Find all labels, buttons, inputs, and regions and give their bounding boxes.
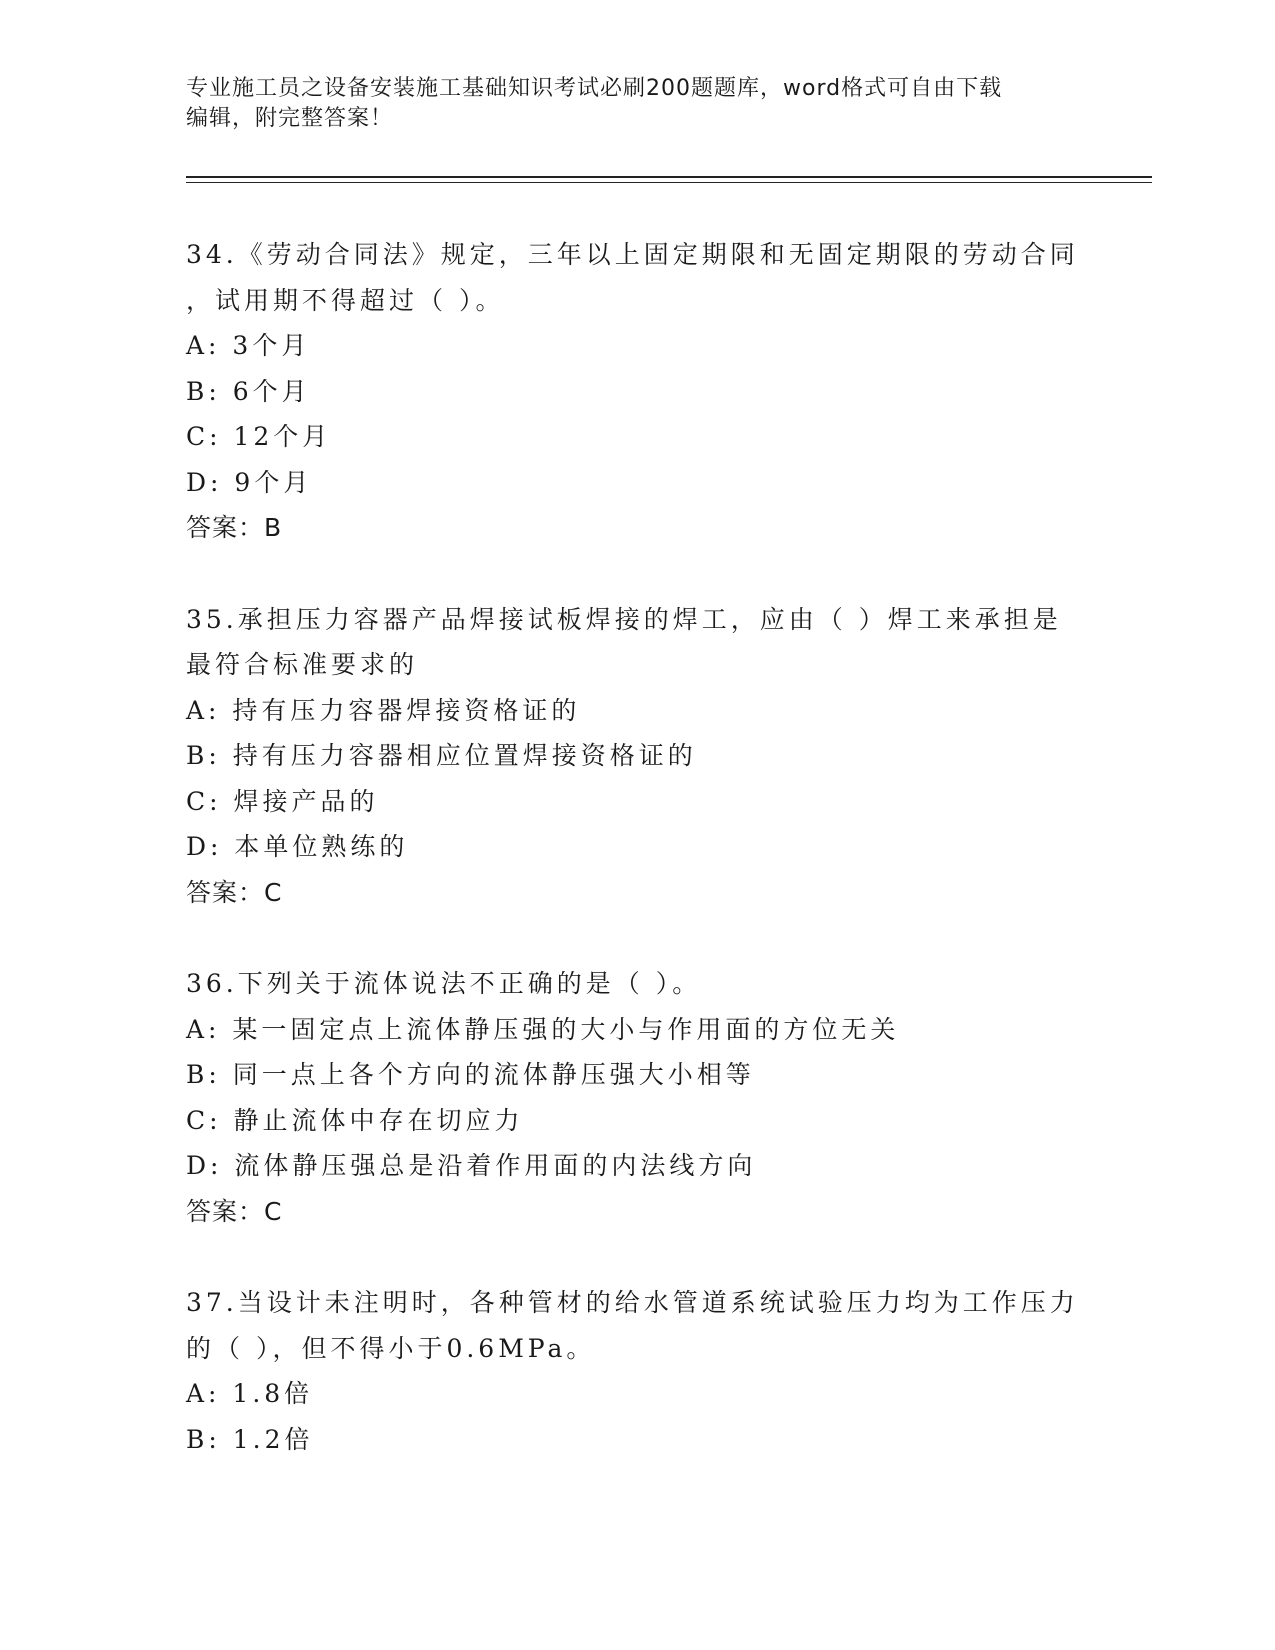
header-line-1: 专业施工员之设备安装施工基础知识考试必刷200题题库，word格式可自由下载	[186, 76, 1003, 101]
option-a: A: 3个月	[186, 331, 311, 360]
question-37	[186, 1280, 1086, 1462]
question-34	[186, 232, 1086, 551]
option-c: C: 焊接产品的	[186, 786, 379, 816]
option-d: D: 本单位熟练的	[186, 832, 409, 861]
question-list	[186, 232, 1086, 1462]
question-stem-continued: ，试用期不得超过（ ）。	[186, 285, 505, 315]
answer-line: 答案：C	[186, 877, 283, 907]
option-a: A: 某一固定点上流体静压强的大小与作用面的方位无关	[186, 1014, 900, 1044]
document-header	[186, 74, 1086, 134]
spacer	[186, 1234, 1086, 1280]
option-a: A: 1.8倍	[186, 1379, 314, 1408]
header-divider-thin	[186, 182, 1152, 183]
option-b: B: 持有压力容器相应位置焊接资格证的	[186, 741, 697, 770]
answer-line: 答案：B	[186, 513, 283, 542]
option-b: B: 6个月	[186, 376, 311, 406]
option-b: B: 同一点上各个方向的流体静压强大小相等	[186, 1060, 755, 1089]
question-36	[186, 961, 1086, 1234]
question-stem: 37.当设计未注明时，各种管材的给水管道系统试验压力均为工作压力	[186, 1288, 1079, 1317]
header-divider-thick	[186, 176, 1152, 178]
spacer	[186, 551, 1086, 597]
question-35	[186, 597, 1086, 916]
option-c: C: 静止流体中存在切应力	[186, 1105, 524, 1135]
option-d: D: 流体静压强总是沿着作用面的内法线方向	[186, 1151, 757, 1180]
question-stem: 35.承担压力容器产品焊接试板焊接的焊工，应由（ ）焊工来承担是	[186, 604, 1062, 634]
question-stem-continued: 最符合标准要求的	[186, 650, 419, 679]
answer-line: 答案：C	[186, 1196, 283, 1226]
option-d: D: 9个月	[186, 467, 313, 497]
option-c: C: 12个月	[186, 422, 332, 451]
spacer	[186, 915, 1086, 961]
question-stem-continued: 的（ ），但不得小于0.6MPa。	[186, 1333, 596, 1363]
option-a: A: 持有压力容器焊接资格证的	[186, 695, 581, 725]
question-stem: 34.《劳动合同法》规定，三年以上固定期限和无固定期限的劳动合同	[186, 240, 1079, 269]
question-stem: 36.下列关于流体说法不正确的是（ ）。	[186, 969, 702, 998]
option-b: B: 1.2倍	[186, 1424, 314, 1454]
header-line-2: 编辑，附完整答案！	[186, 106, 394, 131]
